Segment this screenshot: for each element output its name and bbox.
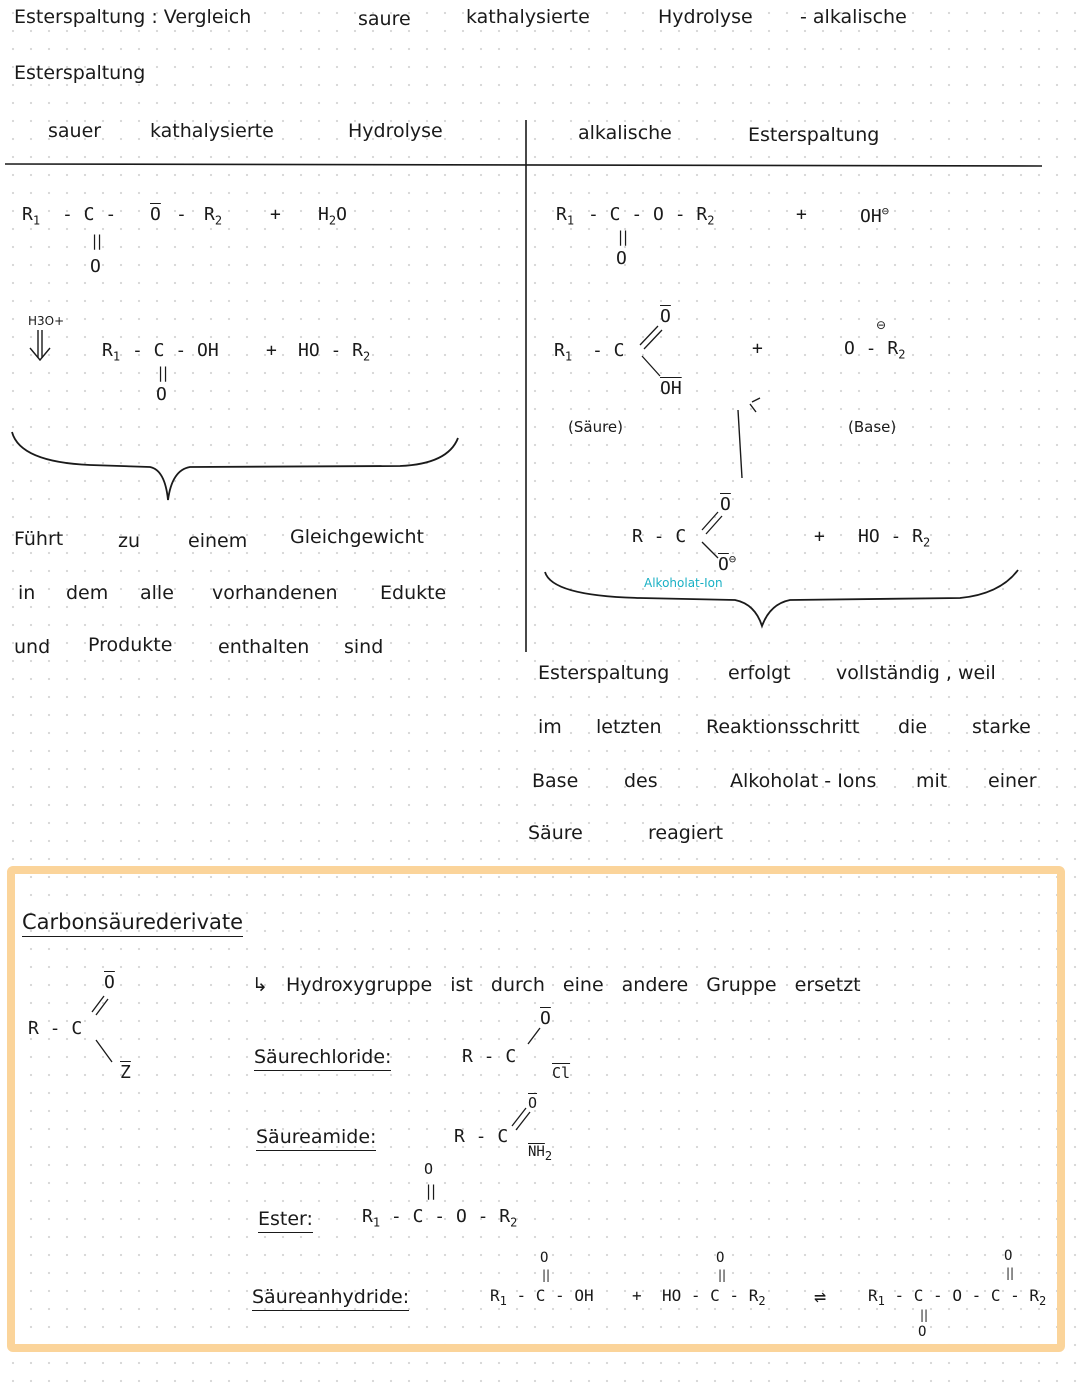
derivatives-title: Carbonsäurederivate: [22, 910, 243, 937]
left-eq1-r1: $R_1$: [22, 204, 41, 228]
right-eq2-base: O - $R_2$: [844, 338, 906, 362]
left-result-word: Edukte: [380, 582, 447, 604]
general-formula: R - C: [28, 1018, 83, 1039]
general-o-top: $\overline{O}$: [104, 972, 115, 993]
right-eq1-r1: $R_1$: [556, 204, 575, 228]
right-eq1-oh: OH⊖: [860, 204, 889, 227]
chloride-cl: $\overline{Cl}$: [552, 1064, 571, 1082]
right-expl-word: Säure: [528, 822, 583, 844]
bond-alkoholat-single: [702, 542, 718, 558]
catalyst-arrow-head: [30, 348, 50, 360]
anhydride-reactant-1: $R_1$ - C - OH: [490, 1286, 594, 1309]
right-eq1-o-carbonyl: O: [616, 248, 627, 269]
right-expl-word: die: [898, 716, 928, 738]
anhydride-product-double-bond-left: ||: [920, 1308, 929, 1322]
left-result-word: Produkte: [88, 634, 173, 656]
right-eq2-oh: $\overline{OH}$: [660, 378, 682, 399]
amide-label: Säureamide:: [256, 1126, 376, 1151]
left-result-word: alle: [140, 582, 174, 604]
left-heading-3: Hydrolyse: [348, 120, 443, 142]
left-eq1-water: $H_2O$: [318, 204, 347, 228]
right-eq1-plus: +: [796, 204, 807, 225]
left-result-word: in: [18, 582, 36, 604]
left-eq1-dash: -: [176, 204, 187, 225]
title-part-1: Esterspaltung : Vergleich: [14, 6, 252, 28]
bond-acid-double-2: [644, 330, 662, 349]
anhydride-product-o-left: O: [918, 1324, 927, 1340]
left-result-word: zu: [118, 530, 141, 552]
bond-alkoholat-double: [702, 512, 718, 530]
right-eq3-plus: +: [814, 526, 825, 547]
left-eq2-alcohol: HO - $R_2$: [298, 340, 371, 364]
left-brace: [12, 432, 458, 500]
left-heading-1: sauer: [48, 120, 102, 142]
left-eq1-o-ester: $\overline{O}$: [150, 204, 161, 225]
left-eq1-double-bond: ||: [92, 232, 103, 250]
label-acid: (Säure): [568, 418, 623, 436]
right-brace: [545, 570, 1018, 626]
chloride-o-top: $\overline{O}$: [540, 1008, 551, 1029]
left-result-word: sind: [344, 636, 384, 658]
anhydride-product: $R_1$ - C - O - C - $R_2$: [868, 1286, 1047, 1309]
left-eq2-bond: - C - OH: [132, 340, 219, 361]
anhydride-r2-double-bond: ||: [718, 1268, 727, 1282]
alkoholat-ion-label: Alkoholat-Ion: [644, 576, 723, 590]
right-expl-word: Alkoholat - Ions: [730, 770, 877, 792]
left-result-word: und: [14, 636, 51, 658]
anhydride-product-o-right: O: [1004, 1248, 1013, 1264]
anhydride-product-double-bond-right: ||: [1006, 1266, 1015, 1280]
bond-alkoholat-double-2: [706, 516, 722, 534]
left-result-word: dem: [66, 582, 109, 604]
right-expl-word: im: [538, 716, 562, 738]
general-z: $\overline{Z}$: [120, 1062, 131, 1083]
left-result-word: vorhandenen: [212, 582, 338, 604]
anhydride-plus: +: [632, 1286, 642, 1305]
right-eq2-charge: ⊖: [876, 318, 887, 332]
right-heading-2: Esterspaltung: [748, 124, 880, 146]
anhydride-r2-o-top: O: [716, 1250, 725, 1266]
chloride-label: Säurechloride:: [254, 1046, 391, 1071]
left-eq2-r1: $R_1$: [102, 340, 121, 364]
left-eq1-o-carbonyl: O: [90, 256, 101, 277]
catalyst-label: H3O+: [28, 314, 65, 328]
right-expl-word: letzten: [596, 716, 662, 738]
right-expl-word: vollständig , weil: [836, 662, 996, 684]
anhydride-label: Säureanhydride:: [252, 1286, 409, 1311]
left-result-word: enthalten: [218, 636, 310, 658]
right-expl-word: des: [624, 770, 658, 792]
right-eq2-o-top: $\overline{O}$: [660, 306, 671, 327]
title-part-2: saure: [358, 8, 411, 30]
right-expl-word: Base: [532, 770, 579, 792]
ester-double-bond: ||: [426, 1182, 437, 1200]
right-eq1-double-bond: ||: [618, 228, 629, 246]
horizontal-divider: [5, 164, 1042, 166]
ester-formula: $R_1$ - C - O - $R_2$: [362, 1206, 518, 1230]
right-expl-word: starke: [972, 716, 1031, 738]
right-expl-word: Esterspaltung: [538, 662, 670, 684]
right-eq3-o-top: $\overline{O}$: [720, 494, 731, 515]
right-eq3-r: R - C: [632, 526, 687, 547]
right-heading-1: alkalische: [578, 122, 672, 144]
equilibrium-arrow: ⇌: [814, 1284, 827, 1308]
bond-acid-double: [640, 326, 658, 345]
ester-o-top: O: [424, 1160, 434, 1178]
right-expl-word: Reaktionsschritt: [706, 716, 860, 738]
title-part-4: Hydrolyse: [658, 6, 753, 28]
left-eq2-plus: +: [266, 340, 277, 361]
anhydride-r1-double-bond: ||: [542, 1268, 551, 1282]
right-expl-word: reagiert: [648, 822, 724, 844]
right-eq2-c: - C: [592, 340, 625, 361]
reaction-arrow-down: [738, 398, 760, 478]
left-eq1-r2: $R_2$: [204, 204, 223, 228]
right-expl-word: mit: [916, 770, 948, 792]
amide-formula: R - C: [454, 1126, 509, 1147]
right-eq3-alcohol: HO - $R_2$: [858, 526, 931, 550]
left-result-word: Führt: [14, 528, 64, 550]
chloride-formula: R - C: [462, 1046, 517, 1067]
right-eq1-bond: - C - O - $R_2$: [588, 204, 715, 228]
amide-nh2: $\overline{NH}_2$: [528, 1144, 553, 1163]
left-eq2-double-bond: ||: [158, 364, 169, 382]
amide-o-top: $\overline{O}$: [528, 1094, 538, 1112]
right-eq2-r1: $R_1$: [554, 340, 573, 364]
right-expl-word: erfolgt: [728, 662, 791, 684]
ester-label: Ester:: [258, 1208, 313, 1233]
left-eq2-o-carbonyl: O: [156, 384, 167, 405]
anhydride-r1-o-top: O: [540, 1250, 549, 1266]
bond-acid-single: [642, 356, 660, 376]
title-part-5: - alkalische: [800, 6, 907, 28]
left-eq1-plus: +: [270, 204, 281, 225]
left-eq1-bond: - C -: [62, 204, 117, 225]
title-line-2: Esterspaltung: [14, 62, 146, 84]
title-part-3: kathalysierte: [466, 6, 590, 28]
left-result-word: einem: [188, 530, 248, 552]
right-eq3-o-minus: $\overline{O}^⊖$: [718, 552, 737, 575]
derivatives-note: ↳ Hydroxygruppe ist durch eine andere Gruppe ersetzt: [252, 974, 861, 996]
label-base: (Base): [848, 418, 897, 436]
right-expl-word: einer: [988, 770, 1037, 792]
left-heading-2: kathalysierte: [150, 120, 274, 142]
left-result-word: Gleichgewicht: [290, 526, 424, 548]
right-eq2-plus: +: [752, 338, 763, 359]
anhydride-reactant-2: HO - C - $R_2$: [662, 1286, 766, 1309]
